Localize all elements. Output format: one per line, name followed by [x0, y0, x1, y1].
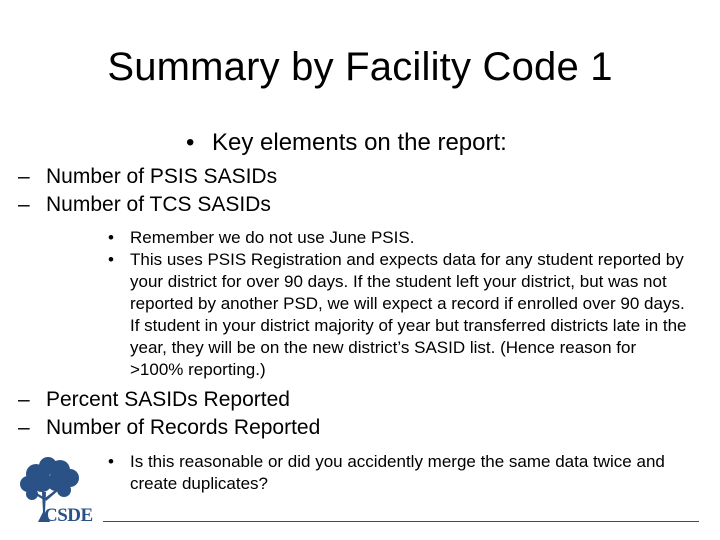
footer-divider: [103, 521, 699, 522]
list-item-text: This uses PSIS Registration and expects data for any student reported by your district for over 90 days. If the student left your district, but was not reported by another PSD, we will expect a record if enrolled over 90 days. If student in your district majority of year but transferred districts late in the year, they will be on the new district’s SASID list. (Hence reason for >100% reporting.): [130, 250, 687, 379]
list-item: [108, 451, 688, 495]
list-item-text: Is this reasonable or did you accidently merge the same data twice and create duplicates?: [130, 452, 665, 493]
bullet-marker: •: [108, 250, 114, 269]
intro-bullet-text: Key elements on the report:: [212, 129, 507, 156]
dash-list-b: [18, 386, 320, 442]
list-item-text: Number of TCS SASIDs: [46, 193, 271, 216]
list-item: [18, 163, 277, 191]
bullet-marker: •: [186, 129, 195, 156]
dash-marker: –: [18, 193, 30, 216]
csde-logo-text: CSDE: [44, 505, 93, 526]
slide-title: Summary by Facility Code 1: [107, 45, 613, 89]
bullet-marker: •: [108, 228, 114, 247]
list-item: [108, 249, 688, 381]
dash-list-a: [18, 163, 277, 219]
bullet-marker: •: [108, 452, 114, 471]
sub-list-b: [108, 451, 688, 495]
list-item: [108, 227, 688, 249]
sub-list-a: [108, 227, 688, 381]
list-item: [18, 386, 320, 414]
list-item-text: Number of PSIS SASIDs: [46, 165, 278, 188]
dash-marker: –: [18, 388, 30, 411]
intro-bullet: [186, 128, 507, 158]
dash-marker: –: [18, 165, 30, 188]
list-item: [18, 191, 277, 219]
list-item: [18, 414, 320, 442]
dash-marker: –: [18, 416, 30, 439]
list-item-text: Number of Records Reported: [46, 416, 321, 439]
list-item-text: Percent SASIDs Reported: [46, 388, 290, 411]
list-item-text: Remember we do not use June PSIS.: [130, 228, 415, 247]
